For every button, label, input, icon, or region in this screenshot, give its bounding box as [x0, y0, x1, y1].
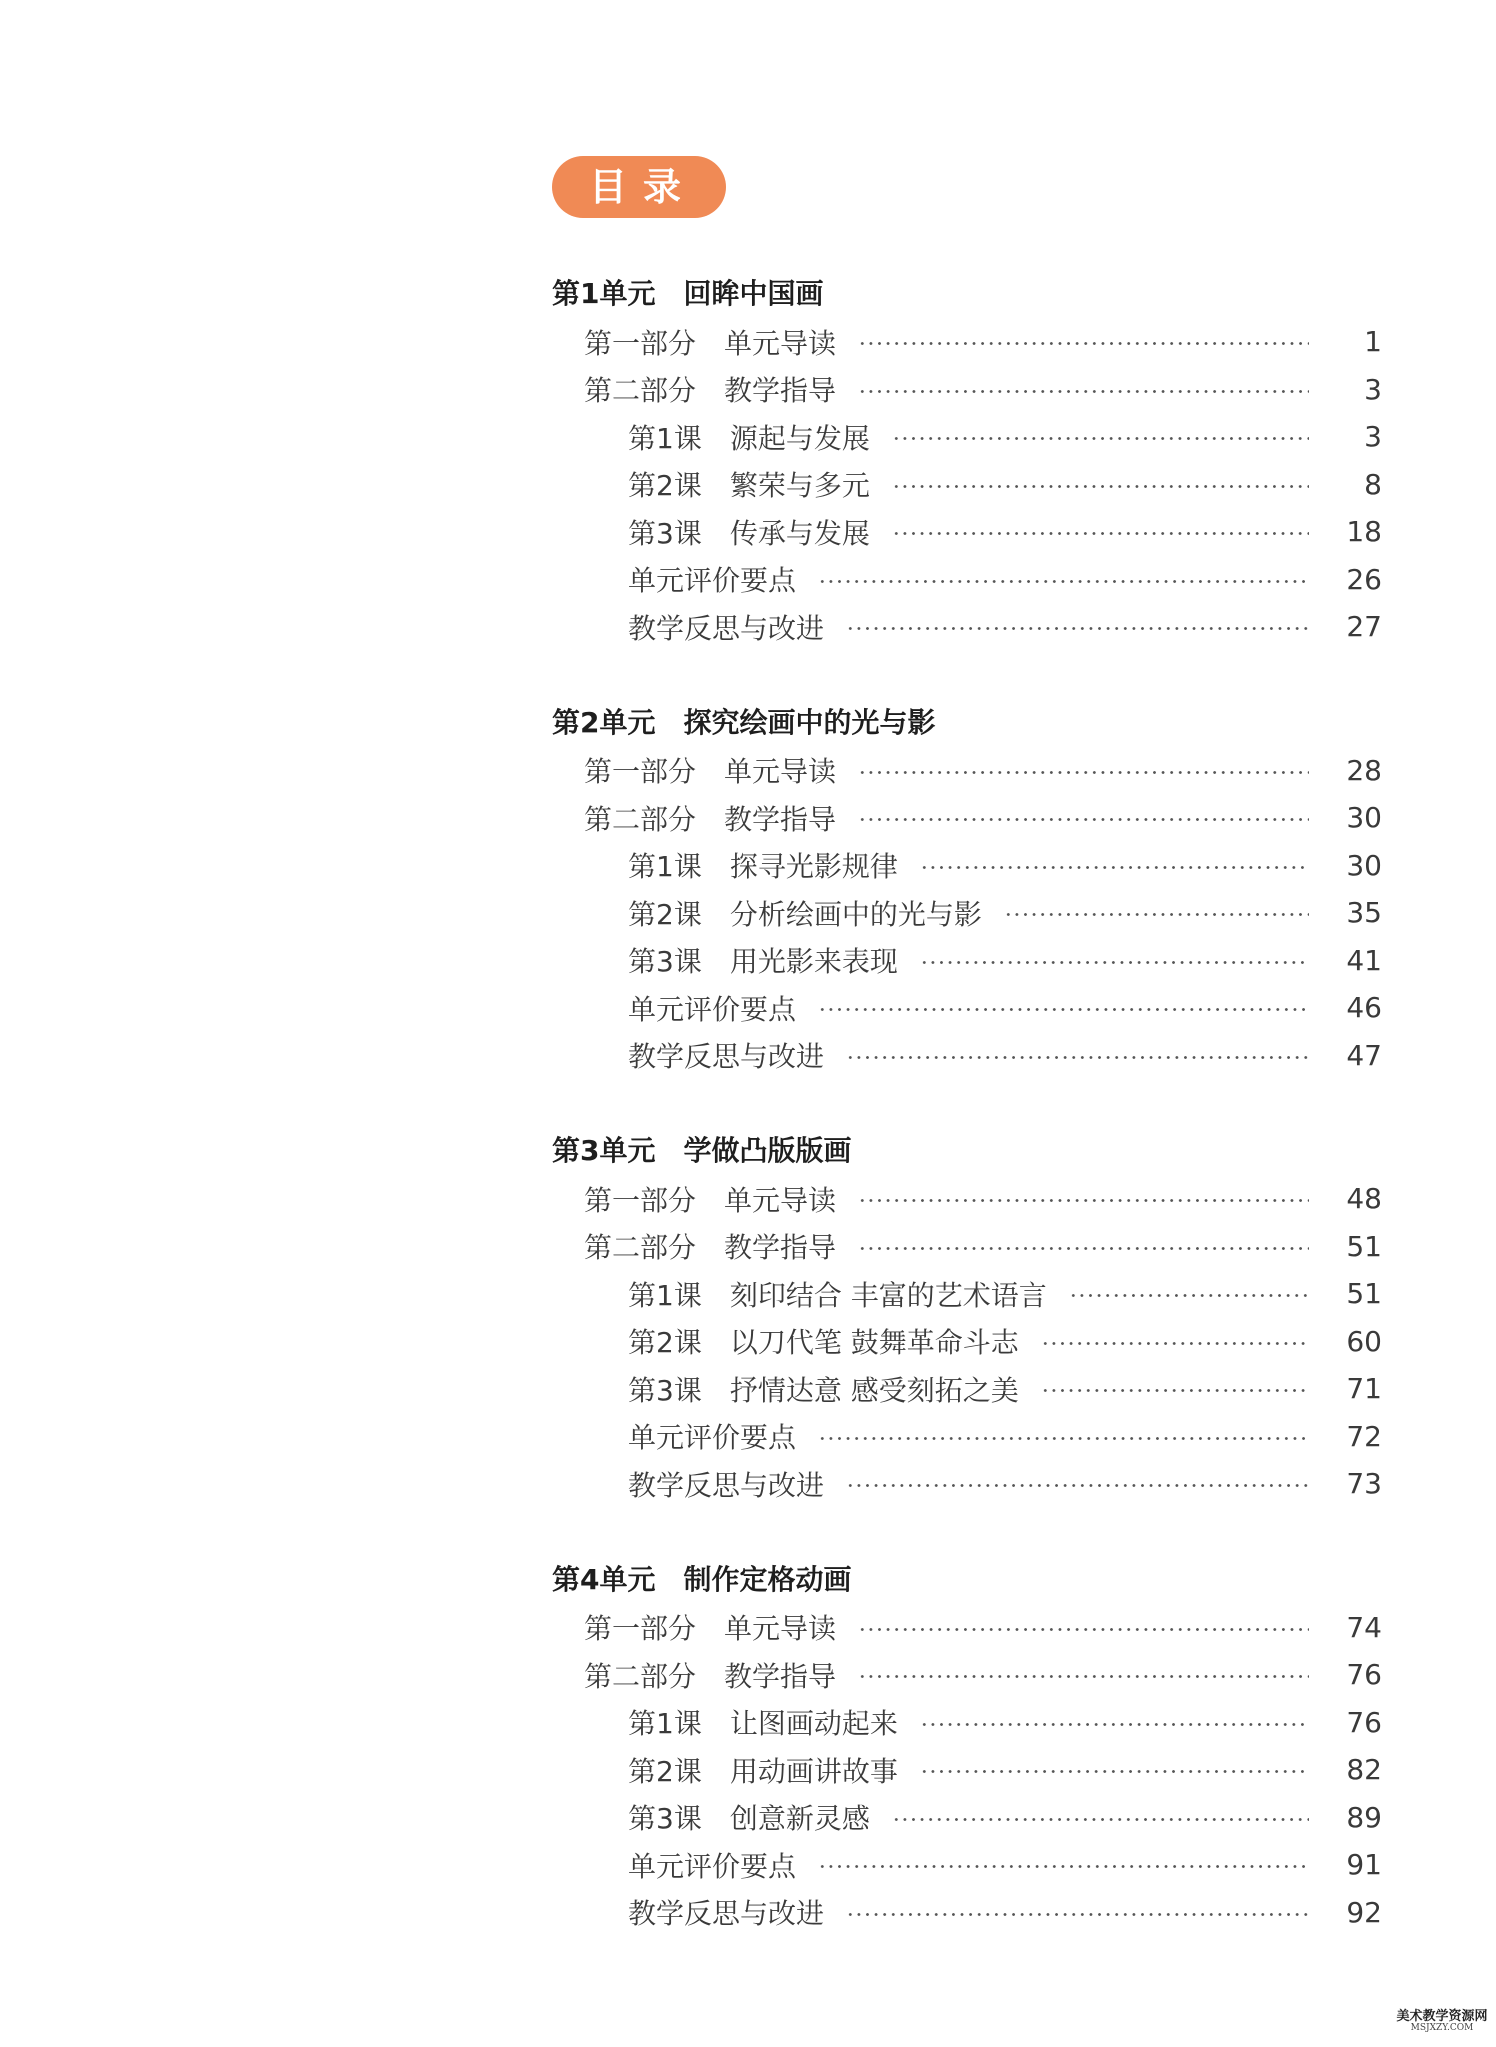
dot-leader — [858, 1628, 1309, 1631]
page-number: 73 — [1346, 1467, 1382, 1501]
page-number: 48 — [1346, 1182, 1382, 1216]
page-number: 60 — [1346, 1324, 1382, 1358]
dot-leader — [858, 390, 1309, 393]
page-number: 3 — [1364, 420, 1382, 454]
entry-title: 教学反思与改进 — [628, 1468, 825, 1502]
page-number: 3 — [1364, 372, 1382, 406]
page-number: 30 — [1346, 801, 1382, 835]
dot-leader — [920, 961, 1309, 964]
watermark-cn: 美术教学资源网 — [1396, 2009, 1488, 2024]
watermark-en: MSJXZY.COM — [1410, 2023, 1474, 2034]
toc-entry[interactable] — [552, 1413, 1382, 1461]
entry-title: 第1课 刻印结合 丰富的艺术语言 — [628, 1278, 1047, 1312]
entry-title: 单元评价要点 — [628, 1421, 797, 1455]
page-number: 76 — [1346, 1658, 1382, 1692]
toc-entry[interactable] — [552, 1032, 1382, 1080]
toc-entry[interactable] — [552, 1365, 1382, 1413]
toc-entry[interactable] — [552, 842, 1382, 890]
unit-title: 第4单元 制作定格动画 — [552, 1562, 852, 1596]
dot-leader — [818, 1437, 1309, 1440]
toc-entry[interactable] — [552, 1460, 1382, 1508]
toc-entry[interactable] — [552, 1794, 1382, 1842]
entry-title: 第二部分 教学指导 — [584, 1659, 837, 1693]
entry-title: 第2课 以刀代笔 鼓舞革命斗志 — [628, 1326, 1019, 1360]
entry-title: 第2课 用动画讲故事 — [628, 1754, 898, 1788]
toc-entry[interactable] — [552, 889, 1382, 937]
toc-entry[interactable] — [552, 984, 1382, 1032]
dot-leader — [858, 1247, 1309, 1250]
dot-leader — [920, 866, 1309, 869]
toc-entry[interactable] — [552, 461, 1382, 509]
entry-title: 单元评价要点 — [628, 1849, 797, 1883]
entry-title: 第3课 创意新灵感 — [628, 1802, 870, 1836]
entry-title: 教学反思与改进 — [628, 1040, 825, 1074]
dot-leader — [892, 1818, 1309, 1821]
dot-leader — [818, 1865, 1309, 1868]
page-number: 72 — [1346, 1419, 1382, 1453]
page-number: 51 — [1346, 1277, 1382, 1311]
dot-leader — [1069, 1294, 1309, 1297]
toc-unit — [552, 1127, 1382, 1508]
page-number: 27 — [1346, 610, 1382, 644]
toc-entry[interactable] — [552, 556, 1382, 604]
toc-entry[interactable] — [552, 1318, 1382, 1366]
entry-title: 第一部分 单元导读 — [584, 326, 837, 360]
entry-title: 教学反思与改进 — [628, 1897, 825, 1931]
entry-title: 单元评价要点 — [628, 992, 797, 1026]
entry-title: 第3课 抒情达意 感受刻拓之美 — [628, 1373, 1019, 1407]
toc-unit — [552, 1556, 1382, 1937]
entry-title: 第3课 用光影来表现 — [628, 945, 898, 979]
dot-leader — [846, 1484, 1309, 1487]
dot-leader — [858, 1199, 1309, 1202]
dot-leader — [892, 485, 1309, 488]
toc-entry[interactable] — [552, 1746, 1382, 1794]
toc-entry[interactable] — [552, 794, 1382, 842]
entry-title: 第1课 让图画动起来 — [628, 1707, 898, 1741]
toc-entry[interactable] — [552, 747, 1382, 795]
dot-leader — [920, 1723, 1309, 1726]
dot-leader — [892, 532, 1309, 535]
dot-leader — [846, 627, 1309, 630]
toc-entry[interactable] — [552, 366, 1382, 414]
dot-leader — [818, 1008, 1309, 1011]
dot-leader — [1041, 1389, 1309, 1392]
toc-title-badge: 目录 — [552, 156, 726, 218]
page-number: 30 — [1346, 848, 1382, 882]
dot-leader — [858, 1675, 1309, 1678]
entry-title: 第1课 探寻光影规律 — [628, 850, 898, 884]
entry-title: 教学反思与改进 — [628, 611, 825, 645]
entry-title: 第一部分 单元导读 — [584, 1183, 837, 1217]
toc-entry[interactable] — [552, 413, 1382, 461]
entry-title: 第2课 繁荣与多元 — [628, 469, 870, 503]
toc-unit — [552, 270, 1382, 651]
page-number: 41 — [1346, 943, 1382, 977]
dot-leader — [858, 342, 1309, 345]
dot-leader — [1004, 913, 1309, 916]
dot-leader — [858, 818, 1309, 821]
page-number: 74 — [1346, 1610, 1382, 1644]
site-watermark — [1388, 2010, 1496, 2034]
entry-title: 第3课 传承与发展 — [628, 516, 870, 550]
page-number: 82 — [1346, 1753, 1382, 1787]
table-of-contents — [552, 270, 1382, 1984]
page-number: 92 — [1346, 1895, 1382, 1929]
entry-title: 第二部分 教学指导 — [584, 374, 837, 408]
page-number: 28 — [1346, 753, 1382, 787]
dot-leader — [818, 580, 1309, 583]
page-number: 51 — [1346, 1229, 1382, 1263]
page-number: 35 — [1346, 896, 1382, 930]
toc-entry[interactable] — [552, 1651, 1382, 1699]
entry-title: 第二部分 教学指导 — [584, 802, 837, 836]
entry-title: 第一部分 单元导读 — [584, 1612, 837, 1646]
page-number: 1 — [1364, 325, 1382, 359]
unit-title: 第1单元 回眸中国画 — [552, 277, 824, 310]
entry-title: 第2课 分析绘画中的光与影 — [628, 897, 982, 931]
page-number: 26 — [1346, 562, 1382, 596]
toc-entry[interactable] — [552, 1699, 1382, 1747]
unit-title: 第2单元 探究绘画中的光与影 — [552, 705, 936, 739]
page-number: 18 — [1346, 515, 1382, 549]
page-number: 89 — [1346, 1800, 1382, 1834]
dot-leader — [846, 1056, 1309, 1059]
page-number: 8 — [1364, 467, 1382, 501]
toc-entry[interactable] — [552, 937, 1382, 985]
unit-title: 第3单元 学做凸版版画 — [552, 1134, 852, 1167]
toc-entry[interactable] — [552, 603, 1382, 651]
toc-entry[interactable] — [552, 1270, 1382, 1318]
page-number: 47 — [1346, 1038, 1382, 1072]
page-number: 71 — [1346, 1372, 1382, 1406]
toc-entry[interactable] — [552, 1223, 1382, 1271]
toc-entry[interactable] — [552, 318, 1382, 366]
entry-title: 第1课 源起与发展 — [628, 421, 870, 455]
toc-entry[interactable] — [552, 1604, 1382, 1652]
toc-entry[interactable] — [552, 1889, 1382, 1937]
dot-leader — [1041, 1342, 1309, 1345]
dot-leader — [858, 771, 1309, 774]
page-number: 46 — [1346, 991, 1382, 1025]
page-number: 76 — [1346, 1705, 1382, 1739]
page-number: 91 — [1346, 1848, 1382, 1882]
toc-entry[interactable] — [552, 508, 1382, 556]
toc-unit — [552, 699, 1382, 1080]
entry-title: 单元评价要点 — [628, 564, 797, 598]
dot-leader — [892, 437, 1309, 440]
dot-leader — [920, 1770, 1309, 1773]
entry-title: 第二部分 教学指导 — [584, 1231, 837, 1265]
toc-entry[interactable] — [552, 1175, 1382, 1223]
dot-leader — [846, 1913, 1309, 1916]
entry-title: 第一部分 单元导读 — [584, 755, 837, 789]
toc-entry[interactable] — [552, 1841, 1382, 1889]
